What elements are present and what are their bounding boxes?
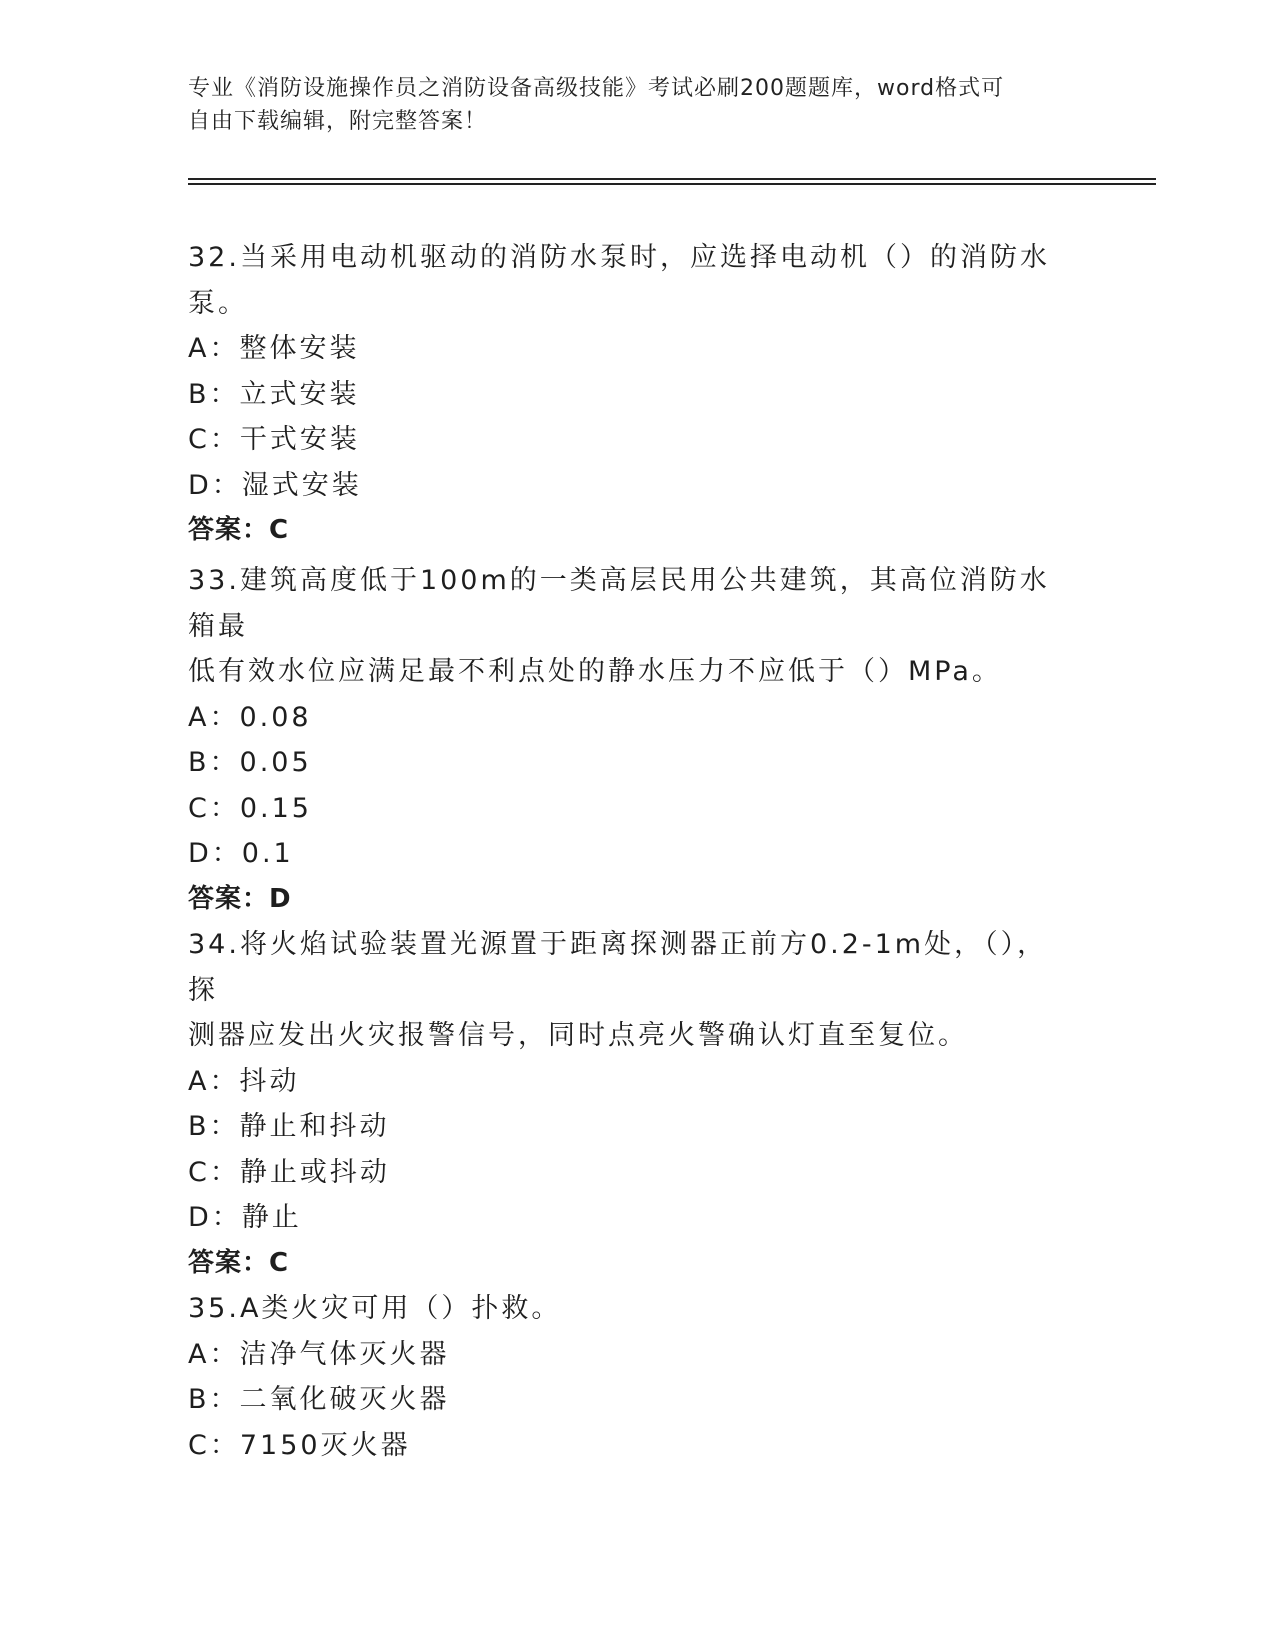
- question-stem-line-1: 33.建筑高度低于100m的一类高层民用公共建筑，其高位消防水箱最: [188, 565, 1050, 642]
- header-divider-bottom: [188, 183, 1156, 185]
- header-line-2: 自由下载编辑，附完整答案！: [188, 109, 488, 134]
- option-c: C：干式安装: [188, 424, 360, 455]
- option-d: D：静止: [188, 1202, 302, 1233]
- option-b: B：0.05: [188, 747, 312, 778]
- option-d: D：湿式安装: [188, 469, 362, 501]
- question-32: [188, 235, 1068, 554]
- option-b: B：立式安装: [188, 378, 360, 410]
- question-stem: 32.当采用电动机驱动的消防水泵时，应选择电动机（）的消防水泵。: [188, 242, 1050, 319]
- question-stem-line-2: 低有效水位应满足最不利点处的静水压力不应低于（）MPa。: [188, 656, 1002, 687]
- question-34: [188, 922, 1068, 1286]
- question-stem-line-2: 测器应发出火灾报警信号，同时点亮火警确认灯直至复位。: [188, 1020, 968, 1051]
- question-stem-line-1: 34.将火焰试验装置光源置于距离探测器正前方0.2-1m处，（），探: [188, 929, 1048, 1006]
- question-35: [188, 1286, 1068, 1468]
- document-header: [188, 72, 1088, 138]
- option-c: C：0.15: [188, 792, 312, 824]
- question-33: [188, 558, 1068, 922]
- option-c: C：静止或抖动: [188, 1156, 390, 1188]
- option-d: D：0.1: [188, 838, 294, 869]
- option-a: A：洁净气体灭火器: [188, 1338, 450, 1370]
- answer: 答案：C: [188, 1247, 290, 1278]
- answer: 答案：C: [188, 515, 290, 545]
- answer: 答案：D: [188, 883, 292, 914]
- option-a: A：0.08: [188, 701, 312, 733]
- option-a: A：整体安装: [188, 333, 360, 364]
- question-stem: 35.A类火灾可用（）扑救。: [188, 1293, 562, 1324]
- option-b: B：二氧化破灭火器: [188, 1384, 450, 1415]
- option-a: A：抖动: [188, 1065, 300, 1097]
- option-c: C：7150灭火器: [188, 1429, 411, 1461]
- header-divider-top: [188, 178, 1156, 180]
- header-line-1: 专业《消防设施操作员之消防设备高级技能》考试必刷200题题库，word格式可: [188, 76, 1005, 101]
- option-b: B：静止和抖动: [188, 1111, 390, 1142]
